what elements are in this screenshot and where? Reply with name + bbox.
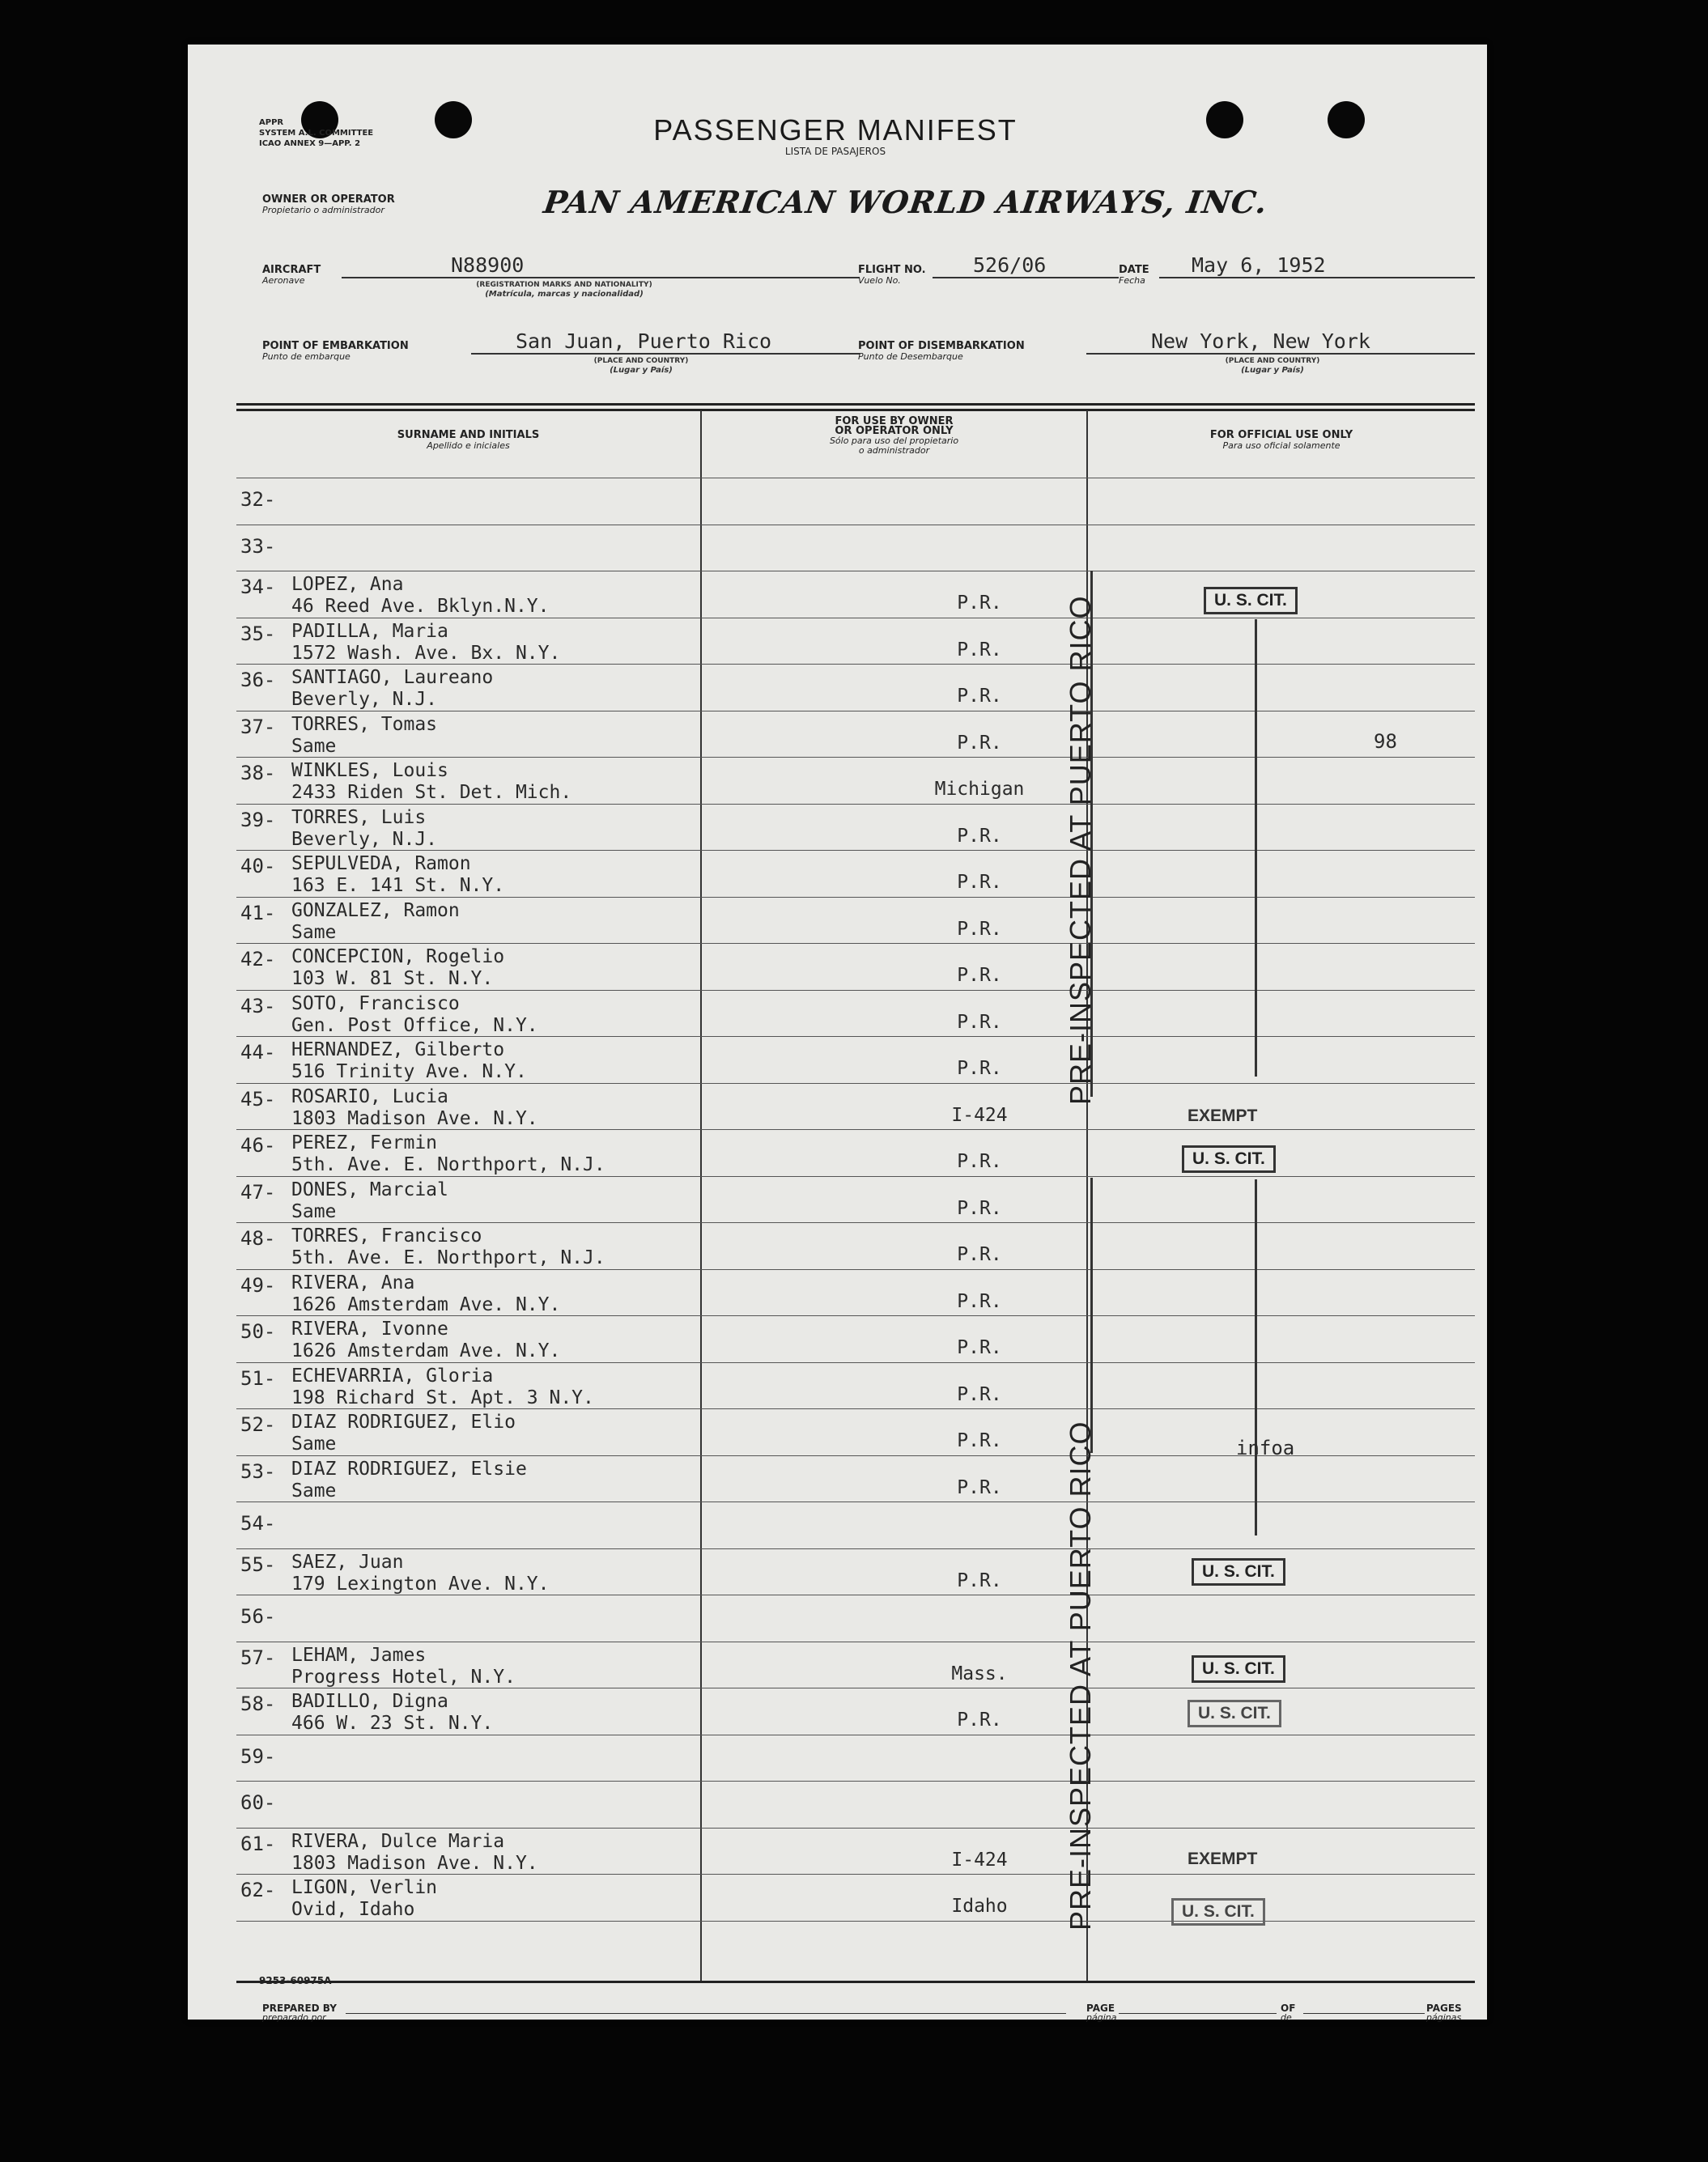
- passenger-name: RIVERA, Dulce Maria: [291, 1830, 505, 1852]
- row-number: 44-: [240, 1041, 276, 1064]
- embarkation-value: San Juan, Puerto Rico: [516, 329, 772, 353]
- passenger-name: CONCEPCION, Rogelio: [291, 946, 505, 967]
- passenger-address: Same: [291, 1480, 337, 1502]
- passenger-name: WINKLES, Louis: [291, 760, 448, 781]
- passenger-address: 466 W. 23 St. N.Y.: [291, 1713, 494, 1734]
- row-number: 42-: [240, 948, 276, 971]
- row-number: 59-: [240, 1744, 276, 1768]
- row-number: 37-: [240, 715, 276, 738]
- row-rule: [236, 1921, 1475, 1922]
- owner-label: [262, 194, 395, 215]
- row-number: 61-: [240, 1832, 276, 1855]
- form-title-block: [633, 113, 1038, 157]
- row-number: 52-: [240, 1413, 276, 1436]
- row-number: 54-: [240, 1512, 276, 1535]
- passenger-address: Ovid, Idaho: [291, 1899, 415, 1920]
- table-top-rule: [236, 409, 1475, 411]
- passenger-origin: P.R.: [957, 1151, 1002, 1172]
- stamp-rule: [1090, 1178, 1093, 1453]
- passenger-origin: P.R.: [957, 872, 1002, 893]
- row-number: 53-: [240, 1459, 276, 1483]
- passenger-address: 103 W. 81 St. N.Y.: [291, 968, 494, 989]
- aircraft-label-en: AIRCRAFT: [262, 264, 321, 276]
- embarkation-sublabel: [560, 357, 722, 375]
- passenger-origin: P.R.: [957, 1383, 1002, 1405]
- approval-note: [259, 117, 373, 149]
- column-header-text: FOR OFFICIAL USE ONLY: [1209, 429, 1353, 441]
- pre-inspected-stamp: PRE-INSPECTED AT PUERTO RICO: [1064, 595, 1097, 1105]
- row-number: 39-: [240, 808, 276, 831]
- passenger-address: Progress Hotel, N.Y.: [291, 1666, 516, 1688]
- passenger-origin: I-424: [951, 1104, 1008, 1126]
- table-row: [188, 664, 1487, 711]
- passenger-address: 1803 Madison Ave. N.Y.: [291, 1852, 538, 1874]
- approval-line: ICAO ANNEX 9—APP. 2: [259, 139, 361, 148]
- passenger-address: Same: [291, 1200, 337, 1222]
- disembarkation-label-es: Punto de Desembarque: [858, 351, 963, 362]
- prepared-by-label: [262, 2003, 337, 2023]
- table-row: [188, 1874, 1487, 1921]
- column-header-text-es: Sólo para uso del propietario: [829, 435, 959, 446]
- company-name: PAN AMERICAN WORLD AIRWAYS, INC.: [541, 184, 1271, 220]
- passenger-origin: I-424: [951, 1849, 1008, 1871]
- passenger-origin: P.R.: [957, 1197, 1002, 1219]
- aircraft-sublabel: [455, 281, 673, 299]
- row-number: 47-: [240, 1180, 276, 1204]
- row-number: 32-: [240, 488, 276, 511]
- passenger-origin: P.R.: [957, 1244, 1002, 1265]
- passenger-origin: P.R.: [957, 1710, 1002, 1731]
- column-header-text-es: Apellido e iniciales: [427, 440, 510, 451]
- aircraft-sublabel-es: (Matrícula, marcas y nacionalidad): [485, 290, 644, 299]
- date-value: May 6, 1952: [1192, 253, 1326, 277]
- place-sublabel-es: (Lugar y País): [1241, 366, 1304, 375]
- table-row: [188, 1036, 1487, 1083]
- passenger-origin: P.R.: [957, 1058, 1002, 1079]
- column-header-official: [1088, 430, 1475, 451]
- table-row: [188, 1828, 1487, 1875]
- row-number: 41-: [240, 901, 276, 924]
- underline: [342, 277, 860, 278]
- passenger-name: ROSARIO, Lucia: [291, 1085, 448, 1107]
- of-label-es: de: [1281, 2012, 1292, 2023]
- us-citizen-stamp: U. S. CIT.: [1171, 1898, 1265, 1926]
- passenger-address: 516 Trinity Ave. N.Y.: [291, 1061, 527, 1082]
- passenger-name: DONES, Marcial: [291, 1179, 448, 1200]
- passenger-origin: P.R.: [957, 1430, 1002, 1451]
- aircraft-label: [262, 265, 321, 286]
- passenger-name: PEREZ, Fermin: [291, 1132, 438, 1153]
- passenger-address: 2433 Riden St. Det. Mich.: [291, 782, 572, 803]
- table-row: [188, 1362, 1487, 1409]
- passenger-address: Same: [291, 735, 337, 757]
- table-row: [188, 850, 1487, 897]
- infoa-note: infoa: [1236, 1437, 1295, 1459]
- passenger-address: 1572 Wash. Ave. Bx. N.Y.: [291, 642, 561, 664]
- row-number: 55-: [240, 1552, 276, 1576]
- passenger-address: 5th. Ave. E. Northport, N.J.: [291, 1154, 605, 1175]
- table-row: [188, 1688, 1487, 1735]
- table-row: [188, 943, 1487, 990]
- table-row: [188, 1222, 1487, 1269]
- passenger-address: 1626 Amsterdam Ave. N.Y.: [291, 1293, 561, 1315]
- passenger-address: Same: [291, 921, 337, 943]
- underline: [346, 2013, 1066, 2014]
- date-label: [1119, 265, 1149, 286]
- aircraft-label-es: Aeronave: [262, 275, 305, 286]
- row-number: 62-: [240, 1879, 276, 1901]
- us-citizen-stamp: U. S. CIT.: [1182, 1145, 1276, 1173]
- form-number: 9253-60975A: [259, 1975, 332, 1986]
- passenger-name: LOPEZ, Ana: [291, 574, 404, 595]
- row-number: 57-: [240, 1646, 276, 1669]
- passenger-name: SEPULVEDA, Ramon: [291, 853, 471, 874]
- column-header-text: SURNAME AND INITIALS: [397, 429, 540, 441]
- passenger-address: 1626 Amsterdam Ave. N.Y.: [291, 1340, 561, 1361]
- disembarkation-label-en: POINT OF DISEMBARKATION: [858, 340, 1025, 352]
- of-label: [1281, 2003, 1295, 2023]
- aircraft-value: N88900: [451, 253, 525, 277]
- of-label-en: OF: [1281, 2003, 1296, 2014]
- form-subtitle: LISTA DE PASAJEROS: [784, 146, 886, 157]
- table-row: [188, 1129, 1487, 1176]
- prepared-by-es: preparado por: [262, 2012, 326, 2023]
- underline: [1119, 2013, 1277, 2014]
- passenger-origin: P.R.: [957, 686, 1002, 707]
- row-number: 60-: [240, 1791, 276, 1814]
- approval-line: APPR: [259, 118, 284, 127]
- table-row: [188, 1548, 1487, 1595]
- passenger-origin: P.R.: [957, 639, 1002, 660]
- us-citizen-stamp: U. S. CIT.: [1192, 1655, 1285, 1683]
- passenger-name: ECHEVARRIA, Gloria: [291, 1365, 494, 1387]
- place-sublabel-en: (PLACE AND COUNTRY): [1225, 357, 1320, 365]
- passenger-name: LIGON, Verlin: [291, 1877, 438, 1898]
- passenger-address: Beverly, N.J.: [291, 828, 438, 850]
- passenger-address: 46 Reed Ave. Bklyn.N.Y.: [291, 596, 550, 617]
- owner-label-es: Propietario o administrador: [262, 205, 385, 215]
- passenger-origin: P.R.: [957, 593, 1002, 614]
- bracket-line: [1255, 1179, 1257, 1535]
- exempt-stamp: EXEMPT: [1188, 1850, 1258, 1868]
- passenger-name: SAEZ, Juan: [291, 1551, 404, 1573]
- passenger-origin: Idaho: [951, 1896, 1008, 1917]
- count-note: 98: [1374, 730, 1397, 753]
- underline: [1086, 353, 1475, 355]
- passenger-origin: Michigan: [934, 779, 1025, 800]
- date-label-es: Fecha: [1119, 275, 1145, 286]
- passenger-address: Beverly, N.J.: [291, 689, 438, 710]
- passenger-name: DIAZ RODRIGUEZ, Elsie: [291, 1458, 527, 1480]
- table-row: [188, 1735, 1487, 1782]
- flight-label: [858, 265, 926, 286]
- underline: [1159, 277, 1475, 278]
- owner-label-en: OWNER OR OPERATOR: [262, 193, 395, 206]
- row-number: 38-: [240, 762, 276, 784]
- row-number: 48-: [240, 1227, 276, 1250]
- table-row: [188, 1595, 1487, 1642]
- table-row: [188, 478, 1487, 525]
- table-row: [188, 711, 1487, 758]
- punch-hole: [1328, 101, 1365, 138]
- row-number: 43-: [240, 994, 276, 1017]
- flight-label-es: Vuelo No.: [858, 275, 901, 286]
- passenger-origin: P.R.: [957, 732, 1002, 754]
- us-citizen-stamp: U. S. CIT.: [1204, 587, 1298, 614]
- embarkation-label-es: Punto de embarque: [262, 351, 351, 362]
- embarkation-label: [262, 341, 409, 362]
- underline: [933, 277, 1119, 278]
- disembarkation-sublabel: [1192, 357, 1353, 375]
- us-citizen-stamp: U. S. CIT.: [1188, 1700, 1281, 1727]
- passenger-name: TORRES, Luis: [291, 806, 427, 828]
- passenger-origin: Mass.: [951, 1663, 1008, 1684]
- row-number: 51-: [240, 1366, 276, 1390]
- passenger-address: Gen. Post Office, N.Y.: [291, 1014, 538, 1036]
- passenger-origin: P.R.: [957, 1476, 1002, 1498]
- pages-label-en: PAGES: [1426, 2003, 1462, 2014]
- table-row: [188, 757, 1487, 804]
- row-number: 49-: [240, 1273, 276, 1297]
- table-row: [188, 1781, 1487, 1828]
- place-sublabel-en: (PLACE AND COUNTRY): [593, 357, 689, 365]
- row-number: 34-: [240, 576, 276, 598]
- passenger-name: LEHAM, James: [291, 1644, 427, 1666]
- approval-line: SYSTEM A.L. COMMITTEE: [259, 129, 374, 138]
- column-header-text: FOR USE BY OWNER: [835, 415, 954, 427]
- table-row: [188, 1642, 1487, 1688]
- passenger-address: 1803 Madison Ave. N.Y.: [291, 1107, 538, 1129]
- pages-label-es: páginas: [1426, 2012, 1462, 2023]
- row-number: 50-: [240, 1320, 276, 1343]
- page-label-en: PAGE: [1086, 2003, 1115, 2014]
- row-number: 46-: [240, 1134, 276, 1157]
- flight-value: 526/06: [973, 253, 1047, 277]
- passenger-origin: P.R.: [957, 1569, 1002, 1591]
- row-number: 45-: [240, 1087, 276, 1111]
- passenger-name: SANTIAGO, Laureano: [291, 667, 494, 688]
- disembarkation-value: New York, New York: [1151, 329, 1370, 353]
- column-header-text-es: o administrador: [858, 445, 930, 456]
- flight-label-en: FLIGHT NO.: [858, 264, 926, 276]
- us-citizen-stamp: U. S. CIT.: [1192, 1558, 1285, 1586]
- table-row: [188, 897, 1487, 944]
- passenger-address: 163 E. 141 St. N.Y.: [291, 875, 505, 896]
- embarkation-label-en: POINT OF EMBARKATION: [262, 340, 409, 352]
- pages-label: [1426, 2003, 1462, 2023]
- passenger-address: 198 Richard St. Apt. 3 N.Y.: [291, 1387, 594, 1408]
- table-row: [188, 1315, 1487, 1362]
- underline: [1303, 2013, 1425, 2014]
- form-title: PASSENGER MANIFEST: [653, 113, 1018, 147]
- passenger-origin: P.R.: [957, 965, 1002, 986]
- pre-inspected-stamp: PRE-INSPECTED AT PUERTO RICO: [1064, 1421, 1097, 1931]
- passenger-origin: P.R.: [957, 918, 1002, 940]
- passenger-address: 179 Lexington Ave. N.Y.: [291, 1573, 550, 1595]
- passenger-name: SOTO, Francisco: [291, 992, 460, 1014]
- passenger-name: BADILLO, Digna: [291, 1691, 448, 1712]
- exempt-stamp: EXEMPT: [1188, 1106, 1258, 1125]
- passenger-origin: P.R.: [957, 825, 1002, 847]
- table-row: [188, 1176, 1487, 1223]
- passenger-origin: P.R.: [957, 1290, 1002, 1312]
- place-sublabel-es: (Lugar y País): [610, 366, 673, 375]
- passenger-origin: P.R.: [957, 1337, 1002, 1358]
- passenger-name: RIVERA, Ana: [291, 1272, 415, 1293]
- table-row: [188, 1455, 1487, 1502]
- prepared-by-en: PREPARED BY: [262, 2003, 337, 2014]
- punch-hole: [1206, 101, 1243, 138]
- passenger-name: TORRES, Tomas: [291, 713, 438, 735]
- table-top-rule: [236, 403, 1475, 406]
- row-number: 36-: [240, 669, 276, 691]
- table-row: [188, 618, 1487, 665]
- row-number: 40-: [240, 855, 276, 877]
- passenger-origin: P.R.: [957, 1011, 1002, 1033]
- punch-hole: [435, 101, 472, 138]
- row-number: 58-: [240, 1693, 276, 1715]
- column-header-surname: [236, 430, 700, 451]
- aircraft-sublabel-en: (REGISTRATION MARKS AND NATIONALITY): [476, 281, 652, 289]
- passenger-address: Same: [291, 1434, 337, 1455]
- passenger-name: HERNANDEZ, Gilberto: [291, 1039, 505, 1060]
- underline: [471, 353, 860, 355]
- table-row: [188, 1502, 1487, 1548]
- disembarkation-label: [858, 341, 1025, 362]
- table-bottom-rule: [236, 1981, 1475, 1983]
- passenger-name: PADILLA, Maria: [291, 620, 448, 642]
- table-row: [188, 1083, 1487, 1130]
- passenger-name: RIVERA, Ivonne: [291, 1319, 448, 1340]
- passenger-name: TORRES, Francisco: [291, 1225, 482, 1247]
- date-label-en: DATE: [1119, 264, 1149, 276]
- column-header-text: OR OPERATOR ONLY: [835, 425, 954, 437]
- table-row: [188, 804, 1487, 851]
- stamp-rule: [1090, 571, 1093, 1097]
- bracket-line: [1255, 619, 1257, 1077]
- passenger-address: 5th. Ave. E. Northport, N.J.: [291, 1247, 605, 1268]
- column-header-text-es: Para uso oficial solamente: [1222, 440, 1340, 451]
- passenger-name: DIAZ RODRIGUEZ, Elio: [291, 1412, 516, 1433]
- table-row: [188, 990, 1487, 1037]
- column-header-owner: [702, 417, 1086, 456]
- row-number: 56-: [240, 1605, 276, 1628]
- row-number: 35-: [240, 622, 276, 645]
- row-number: 33-: [240, 534, 276, 558]
- passenger-name: GONZALEZ, Ramon: [291, 899, 460, 921]
- manifest-sheet: [188, 45, 1487, 2023]
- page-label-es: página: [1086, 2012, 1117, 2023]
- table-row: [188, 1269, 1487, 1316]
- table-row: [188, 525, 1487, 571]
- page-label: [1086, 2003, 1116, 2023]
